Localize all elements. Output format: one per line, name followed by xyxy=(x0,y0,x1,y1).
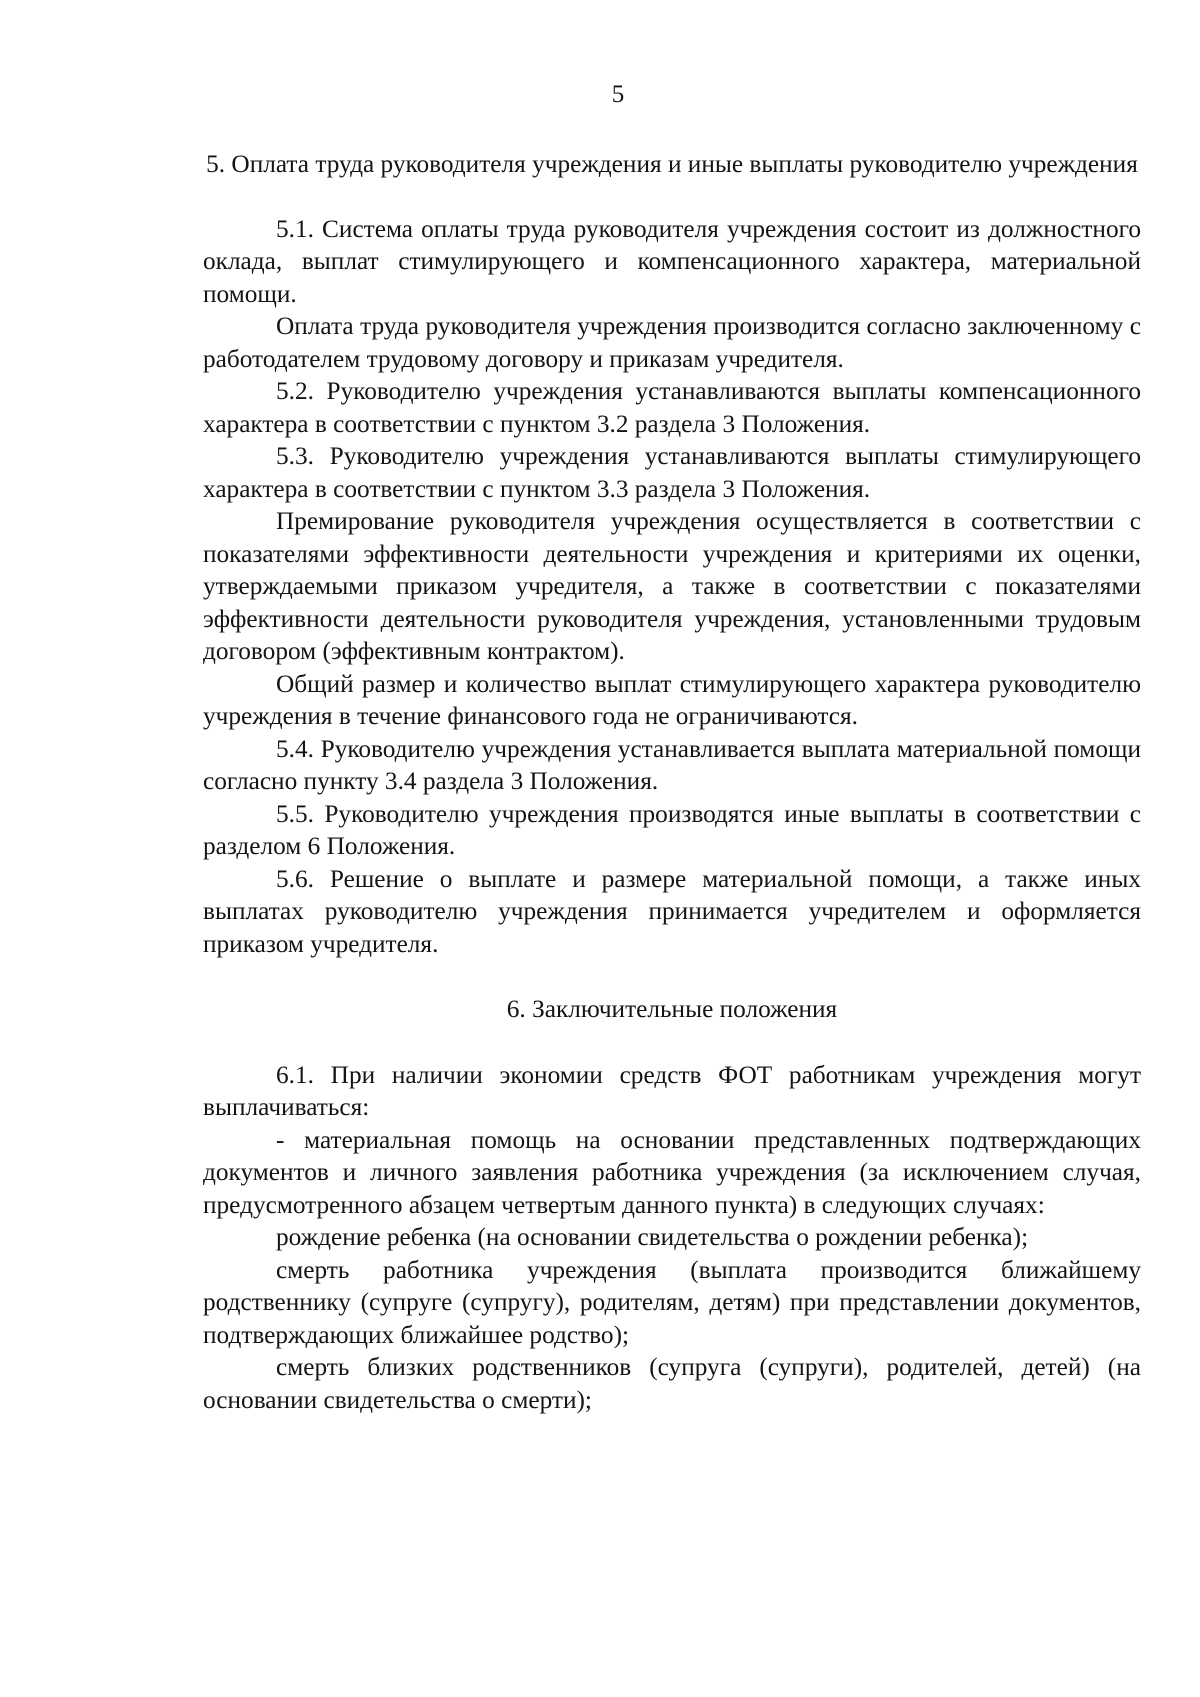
paragraph-5-1: 5.1. Система оплаты труда руководителя учреждения состоит из должностного оклада, выплат стимулирующего и компенсационного характера, материальной помощи. xyxy=(203,214,1141,308)
section-6-heading: 6. Заключительные положения xyxy=(506,995,838,1023)
paragraph-6-1-material-aid: - материальная помощь на основании представленных подтверждающих документов и личного заявления работника учреждения (за исключением случая, предусмотренного абзацем четвертым данного пункта) в следующих случаях: xyxy=(203,1125,1141,1219)
paragraph-5-5: 5.5. Руководителю учреждения производятся иные выплаты в соответствии с разделом 6 Положения. xyxy=(203,799,1141,860)
paragraph-6-1: 6.1. При наличии экономии средств ФОТ работникам учреждения могут выплачиваться: xyxy=(203,1060,1141,1121)
paragraph-6-1-birth: рождение ребенка (на основании свидетельства о рождении ребенка); xyxy=(276,1223,1029,1251)
paragraph-5-3: 5.3. Руководителю учреждения устанавливаются выплаты стимулирующего характера в соответствии с пунктом 3.3 раздела 3 Положения. xyxy=(203,442,1141,503)
paragraph-5-3-total: Общий размер и количество выплат стимулирующего характера руководителю учреждения в течение финансового года не ограничиваются. xyxy=(203,669,1141,730)
paragraph-5-3-bonus: Премирование руководителя учреждения осуществляется в соответствии с показателями эффективности деятельности учреждения и критериями их оценки, утверждаемыми приказом учредителя, а также в соответствии с показателями эффективности деятельности руководителя учреждения, установленными трудовым договором (эффективным контрактом). xyxy=(203,507,1141,665)
paragraph-5-6: 5.6. Решение о выплате и размере материальной помощи, а также иных выплатах руководителю учреждения принимается учредителем и оформляется приказом учредителя. xyxy=(203,864,1141,958)
paragraph-5-1-payment: Оплата труда руководителя учреждения производится согласно заключенному с работодателем трудовому договору и приказам учредителя. xyxy=(203,312,1141,373)
paragraph-5-4: 5.4. Руководителю учреждения устанавливается выплата материальной помощи согласно пункту 3.4 раздела 3 Положения. xyxy=(203,734,1141,795)
paragraph-6-1-relatives-death: смерть близких родственников (супруга (супруги), родителей, детей) (на основании свидетельства о смерти); xyxy=(203,1353,1141,1414)
paragraph-6-1-employee-death: смерть работника учреждения (выплата производится ближайшему родственнику (супруге (супругу), родителям, детям) при представлении документов, подтверждающих ближайшее родство); xyxy=(203,1255,1141,1349)
paragraph-5-2: 5.2. Руководителю учреждения устанавливаются выплаты компенсационного характера в соответствии с пунктом 3.2 раздела 3 Положения. xyxy=(203,377,1141,438)
document-body xyxy=(203,148,1141,1416)
page-number: 5 xyxy=(611,81,625,108)
section-5-heading: 5. Оплата труда руководителя учреждения и иные выплаты руководителю учреждения xyxy=(206,150,1138,178)
